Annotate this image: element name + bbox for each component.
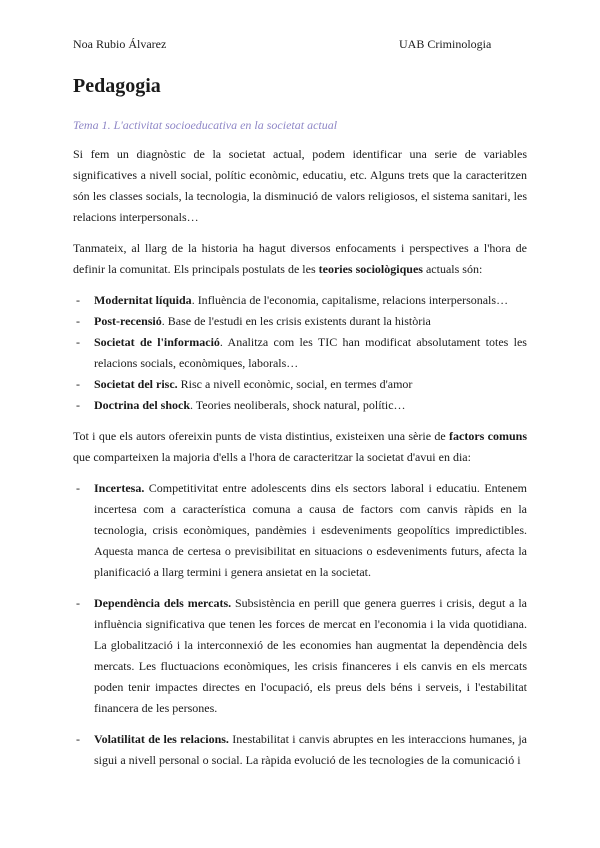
list-dash: - (76, 596, 80, 610)
list-item (73, 729, 527, 771)
paragraph-text: Tot i que els autors ofereixin punts de vista distintius, existeixen una sèrie de (73, 429, 450, 443)
page-header (73, 37, 527, 53)
list-item (73, 374, 527, 395)
list-item (73, 332, 527, 374)
list-item-term: Volatilitat de les relacions. (94, 732, 229, 746)
header-institution: UAB Criminologia (399, 37, 492, 51)
list-dash: - (76, 314, 80, 328)
list-dash: - (76, 293, 80, 307)
list-item (73, 311, 527, 332)
list-dash: - (76, 481, 80, 495)
list-item-text: . Base de l'estudi en les crisis existents durant la història (161, 314, 431, 328)
list-item (73, 478, 527, 583)
factors-list (73, 478, 527, 771)
header-author: Noa Rubio Álvarez (73, 37, 167, 51)
paragraph-theories-intro (73, 238, 527, 280)
paragraph-text: Tanmateix, al llarg de la historia ha hagut diversos enfocaments i perspectives a l'hora de definir la comunitat. Els principals postulats de les (73, 241, 527, 276)
bold-term: teories sociològiques (318, 262, 423, 276)
list-dash: - (76, 377, 80, 391)
list-item-text: . Analitza com les TIC han modificat absolutament totes les relacions socials, econòmiques, laborals… (94, 335, 527, 370)
document-body (73, 74, 527, 781)
paragraph-text: actuals són: (422, 262, 483, 276)
list-dash: - (76, 732, 80, 746)
list-item-text: Subsistència en perill que genera guerres i crisis, degut a la influència significativa que tenen les forces de mercat en l'economia i la vida quotidiana. La globalització i la interconnexió de les economies han augmentat la dependència dels mercats. Les fluctuacions econòmiques, les crisis financeres i els canvis en els mercats poden tenir impactes directes en l'ocupació, els preus dels béns i serveis, i l'estabilitat financera de les persones. (94, 596, 527, 715)
list-item-text: . Influència de l'economia, capitalisme, relacions interpersonals… (191, 293, 509, 307)
list-item-term: Dependència dels mercats. (94, 596, 232, 610)
list-item-text: Competitivitat entre adolescents dins els sectors laboral i educatiu. Entenem incertesa com a característica comuna a causa de factors com canvis ràpids en la tecnologia, crisis econòmiques, pandèmies i esdeveniments geopolítics impredictibles. Aquesta manca de certesa o previsibilitat en situacions o esdeveniments futurs, afecta la planificació a llarg termini i genera ansietat en la societat. (94, 481, 527, 579)
list-item-text: Inestabilitat i canvis abruptes en les interaccions humanes, ja sigui a nivell personal o social. La ràpida evolució de les tecnologies de la comunicació i (94, 732, 527, 767)
page-title: Pedagogia (73, 75, 161, 97)
list-item-text: . Teories neoliberals, shock natural, polític… (190, 398, 406, 412)
list-dash: - (76, 335, 80, 349)
list-item-term: Modernitat líquida (94, 293, 192, 307)
list-item (73, 395, 527, 416)
paragraph-text: que comparteixen la majoria d'ells a l'hora de caracteritzar la societat d'avui en dia: (73, 450, 471, 464)
list-item (73, 290, 527, 311)
list-item-term: Doctrina del shock (94, 398, 190, 412)
paragraph-factors-intro (73, 426, 527, 468)
list-item (73, 593, 527, 719)
list-item-term: Incertesa. (94, 481, 145, 495)
list-item-term: Post-recensió (94, 314, 162, 328)
theories-list (73, 290, 527, 416)
list-item-term: Societat de l'informació (94, 335, 220, 349)
bold-term: factors comuns (449, 429, 527, 443)
list-dash: - (76, 398, 80, 412)
list-item-term: Societat del risc. (94, 377, 178, 391)
list-item-text: Risc a nivell econòmic, social, en termes d'amor (177, 377, 413, 391)
paragraph-intro: Si fem un diagnòstic de la societat actual, podem identificar una serie de variables significatives a nivell social, polític econòmic, educatiu, etc. Alguns trets que la caracteritzen són les classes socials, la tecnologia, la disminució de valors religiosos, el sistema sanitari, les relacions interpersonals… (73, 147, 527, 224)
section-subtitle: Tema 1. L'activitat socioeducativa en la societat actual (73, 118, 338, 132)
